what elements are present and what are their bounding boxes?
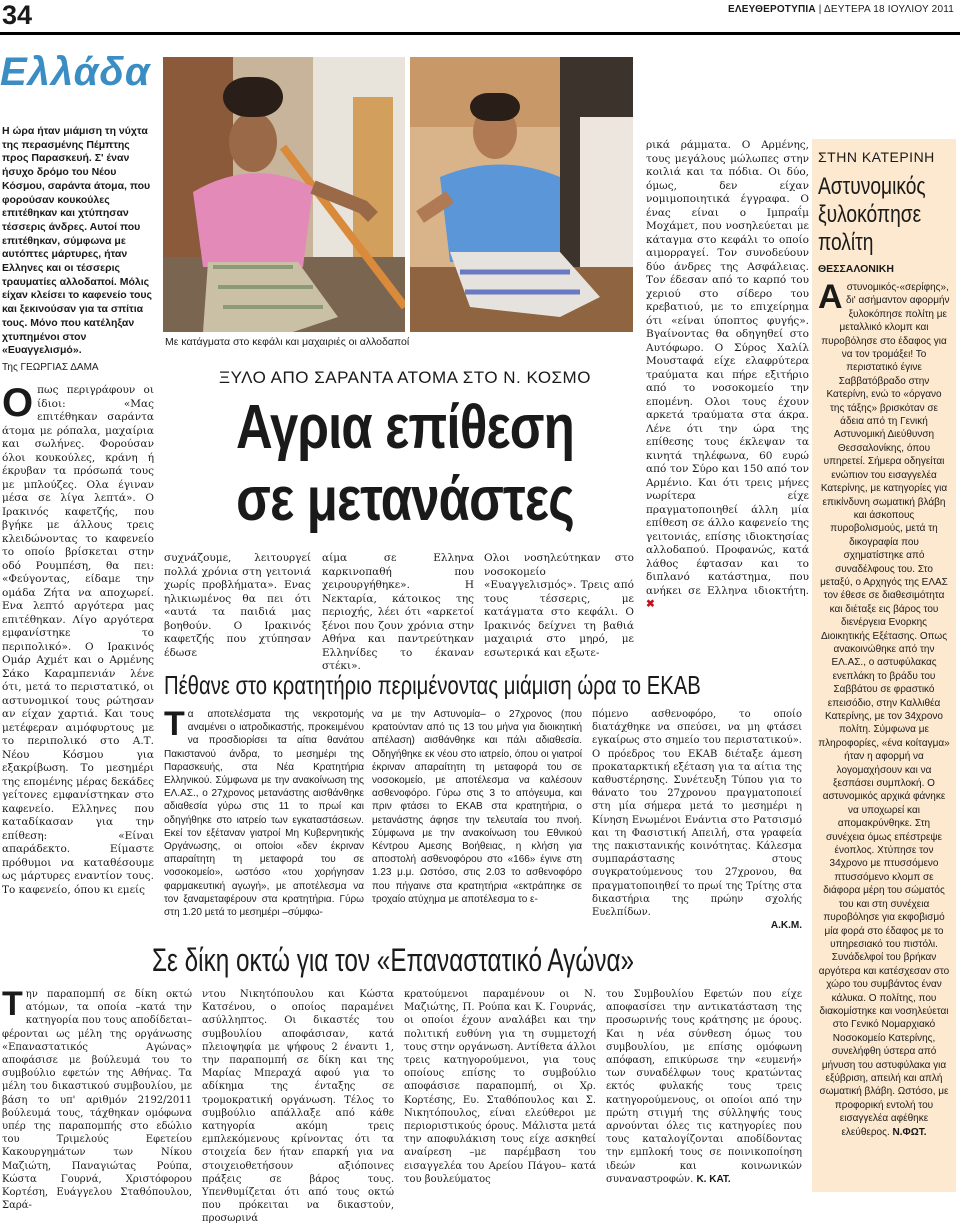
sidebar-dateline: ΘΕΣΣΑΛΟΝΙΚΗ xyxy=(818,263,894,275)
sidebar-title-line-3: πολίτη xyxy=(818,229,874,256)
story2-col3 xyxy=(592,708,802,932)
body-col1 xyxy=(2,381,154,897)
story3-col4 xyxy=(606,988,802,1186)
sidebar-drop-cap: Α xyxy=(818,278,843,316)
story2-signature: Α.Κ.Μ. xyxy=(770,920,802,932)
photo-injured-man-2 xyxy=(410,57,633,332)
story3-col2: ντου Νικητόπουλου και Κώστα Κατσένου, ο οποίος παραμένει ασύλληπτος. Οι δικαστές του συμβουλίου αποφάσισαν, κατά πλειοψηφία με ψήφους 2 έναντι 1, την παραπομπή σε δίκη και της Μαρίας Μπεραχά αφού για το αδίκημα της ένταξης σε τρομοκρατική οργάνωση. Τέλος το συμβούλιο απάλλαξε από κάθε κατηγορία ακόμη τρεις εμπλεκόμενους κρίνοντας ότι τα στοιχεία δεν ήταν επαρκή για να στοιχειοθετήσουν αξιόποινες πράξεις σε βάρος τους. Υπενθυμίζεται ότι από τους οκτώ που πρόκειται να δικαστούν, προσωρινά xyxy=(202,989,394,1225)
body-col2: συχνάζουμε, λειτουργεί πολλά χρόνια στη γειτονιά χωρίς προβλήματα». Ενας ηλικιωμένος θα πει ότι «αυτά τα παιδιά μας βοηθούν. Ο Ιρακινός καφετζής που χτύπησαν έδωσε xyxy=(164,552,311,659)
story2-title: Πέθανε στο κρατητήριο περιμένοντας μιάμιση ώρα το ΕΚΑΒ xyxy=(164,670,701,700)
body-col5-text: ρικά ράμματα. Ο Αρμένης, τους μεγάλους μώλωπες στην κοιλιά και τα πόδια. Οι δύο, όμως, δεν είχαν νομιμοποιητικά έγγραφα. Ο ένας είναι ο Ιμπραΐμ Μοχάμετ, που νοσηλεύεται με κάταγμα στο κεφάλι το οποίο αιμορραγεί. Τον συνοδεύουν δύο άνδρες της Ασφάλειας. Τον έδεσαν από το καρπό του χεριού στο σίδερο του κρεβατιού, με το επιχείρημα ότι «είναι ύποπτος φυγής». Βγαίνοντας θα οδηγηθεί στο Αυτόφωρο. Ο Σύρος Χαλίλ Μουσταφά είχε ελαφρύτερα τραύματα και πήρε εξιτήριο από το νοσοκομείο την επομένη. Ολοι τους έχουν αρκετά τραύματα στα άκρα. Λένε ότι την ώρα της επίθεσης τους έκλεψαν τα κινητά τηλέφωνα, 60 ευρώ από τον Σύρο και 150 από τον Αρμένιο. Και ότι τρεις μήνες νωρίτερα είχε πραγματοποιηθεί άλλη μία επίθεση σε άλλο καφενείο της γειτονιάς, επίσης ιδιοκτησίας αλλοδαπού. Προφανώς, κατά λάθος έφτασαν και το διπλανό κατάστημα, που ανήκει σε Ελληνα ιδιοκτήτη. xyxy=(646,139,809,597)
story3-col4-text: του Συμβουλίου Εφετών που είχε αποφασίσει την αντικατάσταση της προσωρινής τους κράτησης με όρους. Και η νέα σύνθεση όμως του συμβουλίου, με επίσης ομόφωνη απόφαση, επικύρωσε την «ευμενή» των συναδέλφων τους κρατώντας εκτός φυλακής τους τρεις κατηγορούμενους, οι οποίοι από την πρώτη στιγμή της σύλληψής τους αρνούνται όλες τις κατηγορίες που τους καταλογίζονται αποδίδοντας την εμπλοκή τους σε ποινικοποίηση ιδεών και κοινωνικών συναναστροφών. xyxy=(606,989,802,1185)
story3-col3: κρατούμενοι παραμένουν οι Ν. Μαζιώτης, Π. Ρούπα και Κ. Γουρνάς, οι οποίοι έχουν αναλάβει και την πολιτική ευθύνη για τη συμμετοχή τους στην οργάνωση. Αντίθετα άλλοι τρεις κατηγορούμενοι, για τους οποίους επίσης το συμβούλιο αποφάσισε παραπομπή, οι Χρ. Κορτέσης, Ευ. Σταθόπουλος και Σ. Νικητόπουλος, είναι ελεύθεροι με περιοριστικούς όρους. Μάλιστα μετά την αποφυλάκιση τους είχε ασκηθεί αναίρεση –με παρέμβαση του εισαγγελέα του Αρείου Πάγου– κατά του βουλεύματος xyxy=(404,989,596,1185)
sidebar-title-line-2: ξυλοκόπησε xyxy=(818,201,922,228)
story2-col3-text: πόμενο ασθενοφόρο, το οποίο διατάχθηκε να σπεύσει, να μη φτάσει εγκαίρως στο σημείο του περιστατικού». Ο πρόεδρος του ΕΚΑΒ διέταξε άμεση προκαταρκτική εξέταση για τα αίτια της καθυστέρησης. Συνέτευξη Τύπου για το θάνατο του 27χρονου πραγματοποιεί στη μία σήμερα μετά το μεσημέρι η Κίνηση Ενωμένοι Ενάντια στο Ρατσισμό και τη Φασιστική Απειλή, στα γραφεία της πακιστανικής κοινότητας. Κάλεσμα συμπαράστασης στους συγκρατούμενους του 27χρονου, θα πραγματοποιηθεί το πρωί της Τρίτης στα δικαστήρια της πρώην σχολής Ευελπίδων. xyxy=(592,709,802,919)
story3-col1-text: ην παραπομπή σε δίκη οκτώ ατόμων, τα οποία –κατά την κατηγορία που τους αποδίδεται– φέρονται ως μέλη της οργάνωσης «Επαναστατικός Αγώνας» αποφάσισε με βούλευμά του το συμβούλιο εφετών της Αθήνας. Τα μέλη του δικαστικού συμβουλίου, με βάση το υπ' αριθμόν 2192/2011 βούλευμά τους, τάχθηκαν ομόφωνα υπέρ της παραπομπής στο εδώλιο του Τριμελούς Εφετείου Κακουργημάτων των Νίκου Μαζιώτη, Παναγιώτας Ρούπα, Κώστα Γουρνά, Χριστόφορου Κορτέση, Ευάγγελου Σταθόπουλου, Σαρά- xyxy=(2,989,192,1212)
end-mark: ✖ xyxy=(646,598,655,610)
sidebar-label: ΣΤΗΝ ΚΑΤΕΡΙΝΗ xyxy=(818,149,935,165)
sidebar-text xyxy=(818,278,950,1139)
drop-cap: Ο xyxy=(2,381,34,426)
story2-col1 xyxy=(164,705,364,919)
lede: Η ώρα ήταν μιάμιση τη νύχτα της περασμένης Πέμπτης προς Παρασκευή. Σ' έναν ήσυχο δρόμο του Νέου Κόσμου, σαράντα άτομα, που φορούσαν κουκούλες επιτέθηκαν και χτύπησαν τέσσερις άνδρες. Αυτοί που επιτέθηκαν, σύμφωνα με αυτόπτες μάρτυρες, ήταν Ελληνες και οι τέσσερις τραυματίες αλλοδαποί. Μόλις είχαν κλείσει το καφενείο τους και ξεκινούσαν για τα σπίτια τους. Μόνο που κατέληξαν χτυπημένοι στον «Ευαγγελισμό». xyxy=(2,125,153,357)
story2-col1-text: α αποτελέσματα της νεκροτομής αναμένει ο ιατροδικαστής, προκειμένου να προσδιορίσει τα αίτια θανάτου Πακιστανού άνδρα, το μεσημέρι της Παρασκευής, στα Νέα Κρατητήρια Ελληνικού. Σύμφωνα με την ανακοίνωση της ΕΛ.ΑΣ., ο 27χρονος μετανάστης αισθάνθηκε αδιαθεσία γύρω στις 11 το πρωί και οδηγήθηκε στο ιατρείο των εγκαταστάσεων. Εκεί τον εξέταναν γιατροί Μη Κυβερνητικής Οργάνωσης, οι οποίοι «δεν έκριναν απαραίτητη τη μεταφορά του σε νοσοκομείο», ωστόσο «του χορήγησαν φαρμακευτική αγωγή», με αποτέλεσμα να τον ξαναμεταφέρουν στα κρατητήρια. Γύρω στη 1.20 μετά το μεσημέρι –σύμφω- xyxy=(164,709,364,919)
story3-drop-cap: Τ xyxy=(2,985,23,1023)
paper-name: ΕΛΕΥΘΕΡΟΤΥΠΙΑ xyxy=(728,4,816,15)
sidebar-box xyxy=(812,139,956,1192)
sidebar-title-line-1: Αστυνομικός xyxy=(818,173,926,200)
body-col5 xyxy=(646,139,809,612)
sidebar-body: στυνομικός-«σερίφης», δι' ασήμαντον αφορμήν ξυλοκόπησε πολίτη με μεταλλικό κλομπ και πυροβόλησε στο έδαφος για να τον τρομάξει! Το περιστατικό έγινε Σαββατόβραδο στην Κατερίνη, ενώ το «όργανο της τάξης» βρισκόταν σε άδεια από τη Γενική Αστυνομική Διεύθυνση Θεσσαλονίκης, όπου υπηρετεί. Σήμερα οδηγείται ενώπιον του εισαγγελέα Κατερίνης, με κατηγορίες για επικίνδυνη σωματική βλάβη και άσκοπους πυροβολισμούς, μετά τη δικογραφία που σχηματίστηκε από συναδέλφους του. Στο μεταξύ, ο Αρχηγός της ΕΛΑΣ τον έθεσε σε διαθεσιμότητα και διέταξε εις βάρος του διενέργεια Ενορκης Διοικητικής Εξέτασης. Οπως ανακοινώθηκε από την ΕΛ.ΑΣ., ο αστυφύλακας ενεπλάκη το βράδυ του Σαββάτου σε φραστικό επεισόδιο, στην Καλλιθέα Κατερίνης, με τον 34χρονο πολίτη. Σύμφωνα με πληροφορίες, «ένα κοίταγμα» ήταν η αφορμή να λογομαχήσουν και να ξεσπάσει συμπλοκή. Ο αστυνομικός αρχικά φάνηκε να υποχωρεί και απομακρύνθηκε. Στη συνέχεια όμως επέστρεψε ένοπλος. Χτύπησε τον 34χρονο με πτυσσόμενο πτυσσόμενο κλομπ σε διάφορα μέρη του σώματός του και στη συνέχεια πυροβόλησε για εκφοβισμό μία φορά στο έδαφος με το υπηρεσιακό του πιστόλι. Συνάδελφοί του βρήκαν αργότερα και κατέσχεσαν στο χώρο του συμβάντος έναν κάλυκα. Ο πολίτης, που διακομίστηκε και νοσηλεύεται στο Γενικό Νομαρχιακό Νοσοκομείο Κατερίνης, συνελήφθη ύστερα από μήνυση του αστυφύλακα για εξύβριση, απειλή και απλή σωματική βλάβη. Ωστόσο, με προφορική εντολή του εισαγγελέα αφέθηκε ελεύθερος. xyxy=(818,282,950,1138)
headline-line-2: σε μετανάστες xyxy=(236,465,574,534)
story3-col1 xyxy=(2,985,192,1212)
photo-caption: Με κατάγματα στο κεφάλι και μαχαιριές οι αλλοδαποί xyxy=(165,336,410,348)
headline-line-1: Αγρια επίθεση xyxy=(235,393,575,462)
sidebar-title xyxy=(818,173,928,257)
lede-column xyxy=(2,125,154,897)
masthead-info: ΕΛΕΥΘΕΡΟΤΥΠΙΑ | ΔΕΥΤΕΡΑ 18 ΙΟΥΛΙΟΥ 2011 xyxy=(728,4,954,15)
page-number: 34 xyxy=(2,0,33,30)
issue-date: ΔΕΥΤΕΡΑ 18 ΙΟΥΛΙΟΥ 2011 xyxy=(824,4,954,15)
header-rule xyxy=(0,32,960,35)
section-title: Ελλάδα xyxy=(0,50,151,94)
story3-title: Σε δίκη οκτώ για τον «Επαναστατικό Αγώνα» xyxy=(152,942,635,978)
kicker: ΞΥΛΟ ΑΠΟ ΣΑΡΑΝΤΑ ΑΤΟΜΑ ΣΤΟ Ν. ΚΟΣΜΟ xyxy=(219,368,591,387)
sidebar-signature: Ν.ΦΩΤ. xyxy=(892,1126,927,1138)
body-col3: αίμα σε Ελληνα καρκινοπαθή που χειρουργήθηκε». Η Νεκταρία, κάτοικος της περιοχής, λέει ότι «αρκετοί ξένοι που ζουν χρόνια στην Αθήνα και παντρεύτηκαν Ελληνίδες το έκαναν στέκι». xyxy=(322,552,474,672)
photo-injured-man-1 xyxy=(163,57,405,332)
story2-drop-cap: Τ xyxy=(164,705,185,743)
body-col4: Ολοι νοσηλεύτηκαν στο νοσοκομείο «Ευαγγελισμός». Τρεις από τους τέσσερις, με κατάγματα στο κεφάλι. Ο Ιρακινός δείχνει τη βαθιά μαχαιριά στο μηρό, με εσωτερικά και εξωτε- xyxy=(484,552,634,659)
story3-signature: Κ. ΚΑΤ. xyxy=(696,1173,731,1185)
story2-col2: να με την Αστυνομία– ο 27χρονος (που κρατούνταν από τις 13 του μήνα για διοικητική απέλαση) αισθάνθηκε και πάλι αδιαθεσία. Οδηγήθηκε εκ νέου στο ιατρείο, όπου οι γιατροί έκριναν απαραίτητη τη μεταφορά του σε νοσοκομείο, με αποτέλεσμα να καλέσουν ασθενοφόρο. Γύρω στις 3 το απόγευμα, και πριν φτάσει το ΕΚΑΒ στα κρατητήρια, ο μετανάστης άφησε την τελευταία του πνοή. Σύμφωνα με την ανακοίνωση του Εθνικού Κέντρου Αμεσης Βοήθειας, η κλήση για αποστολή ασθενοφόρου στο «166» έγινε στη 1.23 μ.μ. Ωστόσο, στις 2.03 το ασθενοφόρο που πήγαινε στα κρατητήρια «εκτράπηκε σε τροχαίο ατύχημα με αποτέλεσμα το ε- xyxy=(372,709,582,905)
main-headline xyxy=(171,392,638,536)
body-text: πως περιγράφουν οι ίδιοι: «Μας επιτέθηκαν σαράντα άτομα με ρόπαλα, μαχαίρια και σωλήνες. Φορούσαν όλοι κουκούλες, κράνη ή έκρυβαν τα πρόσωπά τους με μπλούζες. Ολα έγιναν μέσα σε λίγα λεπτά». Ο Ιρακινός καφετζής, που βγήκε με άλλους τρεις κλειδώνοντας το καφενείο το οποίο βρίσκεται στην οδό Ρουμπέση, θα πει: «Φεύγοντας, είδαμε την ομάδα Ζήτα να αποχωρεί. Ενα λεπτό αργότερα μας επιτέθηκαν. Λίγο αργότερα εμφανίστηκε το περιπολικό». Ο Ιρακινός Ομάρ Αχμέτ και ο Αρμένης Σάκο Καραμπενιάν λένε ότι, μετά το περιστατικό, οι αστυνομικοί τους ρώτησαν αν είχαν χαρτιά. Και τους μετέφεραν αιμόφυρτους με το περιπολικό στο Α.Τ. Νέου Κόσμου για εξακρίβωση. Το μεσημέρι της επομένης μέρας δεκάδες γείτονες εμφανίστηκαν στο καφενείο. Ελληνες που καταδίκασαν για την επίθεση: «Είναι απαράδεκτο. Είμαστε πρόθυμοι να καταθέσουμε ως μάρτυρες εναντίον τους. Το καφενείο, όπου κι εμείς xyxy=(2,384,154,896)
byline: Της ΓΕΩΡΓΙΑΣ ΔΑΜΑ xyxy=(2,361,99,373)
